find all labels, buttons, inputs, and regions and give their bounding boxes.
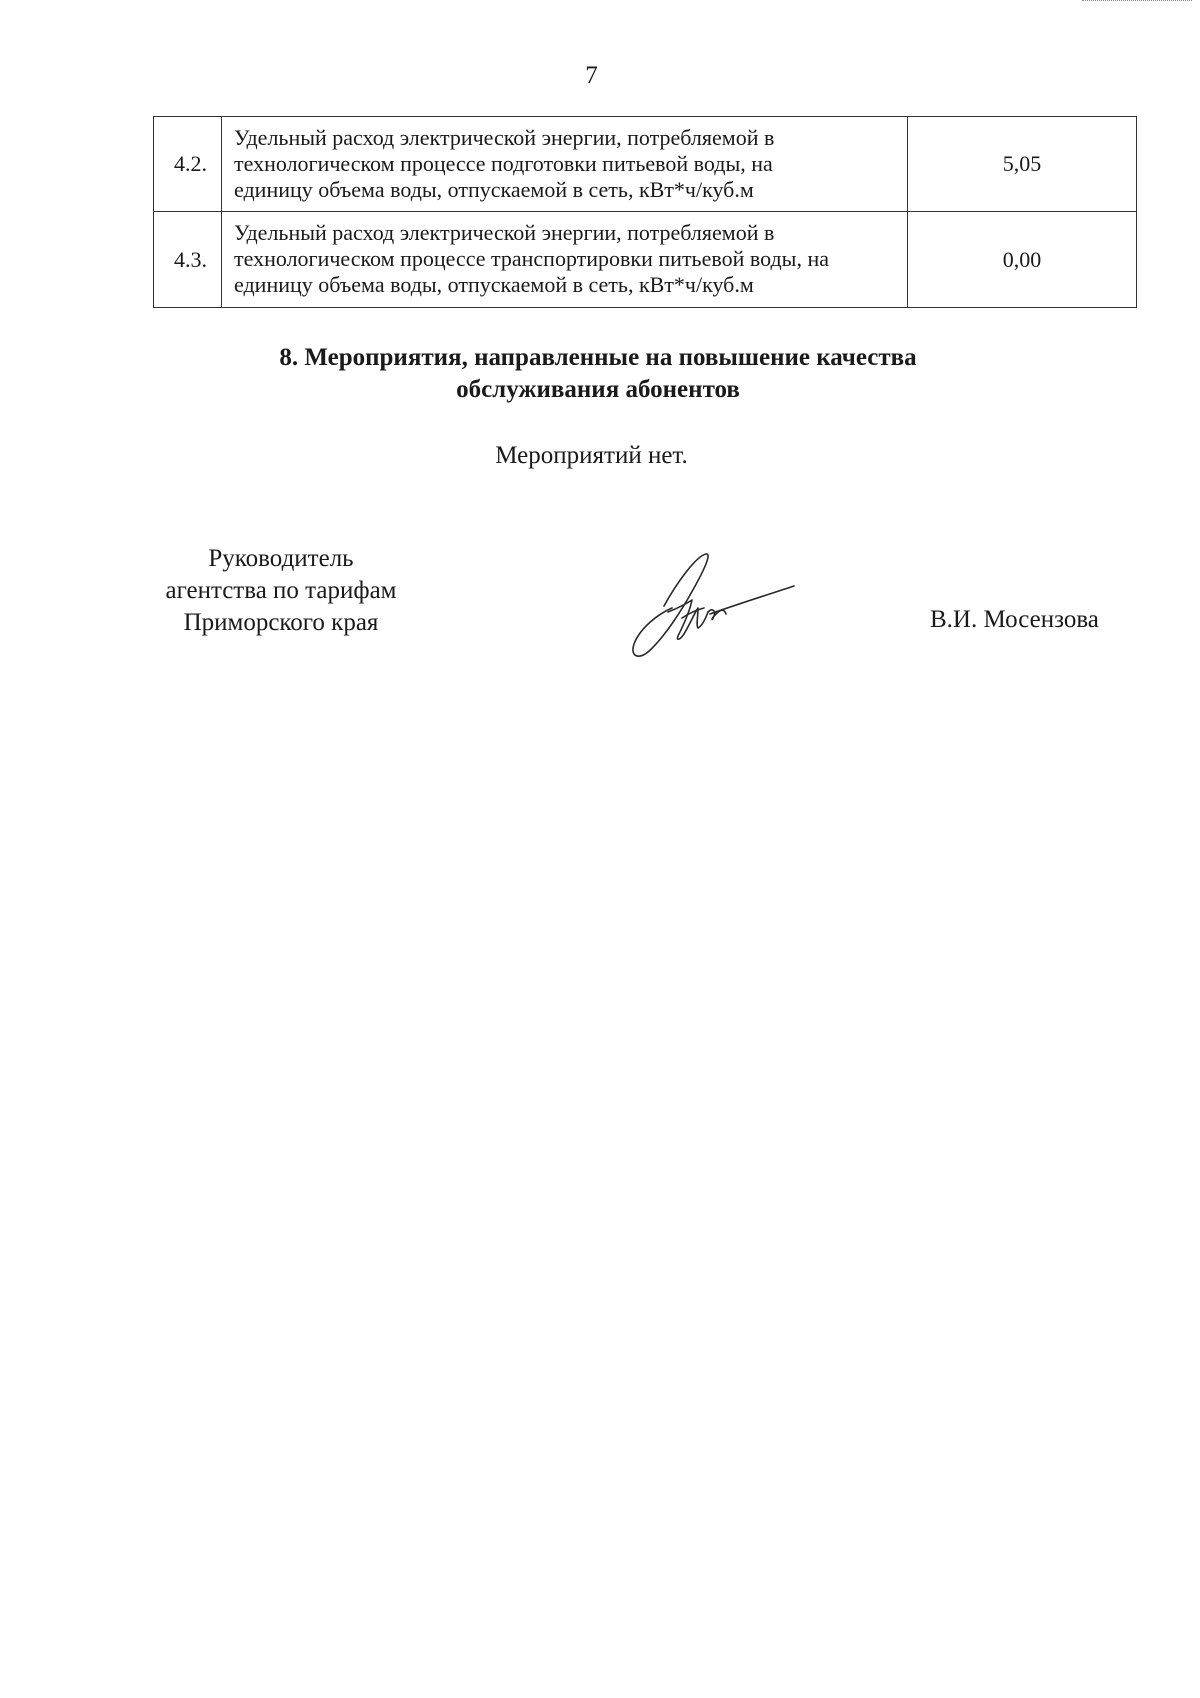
section-heading-line: 8. Мероприятия, направленные на повышение качества [279,344,917,371]
description-line: Удельный расход электрической энергии, потребляемой в [234,220,775,245]
section-heading-line: обслуживания абонентов [456,376,740,403]
description-line: технологическом процессе подготовки питьевой воды, на [234,150,773,176]
row-description [222,212,908,308]
signer-name: В.И. Мосензова [930,606,1099,633]
section-body: Мероприятий нет. [495,442,688,469]
signer-position-line: Приморского края [183,609,379,636]
row-value: 0,00 [908,212,1137,308]
section-heading [180,342,1016,406]
table-row [154,212,1137,308]
signer-position [145,543,417,639]
handwritten-signature [612,548,797,660]
description-line: единицу объема воды, отпускаемой в сеть, кВт*ч/куб.м [234,272,754,297]
row-description [222,117,908,212]
description-line: технологическом процессе транспортировки питьевой воды, на [234,246,829,271]
signer-position-line: Руководитель [208,545,354,572]
row-number: 4.3. [154,212,222,308]
scan-edge-mark [1082,0,1192,3]
indicators-table [153,116,1137,308]
page-number: 7 [585,62,598,89]
row-number: 4.2. [154,117,222,212]
row-value: 5,05 [908,117,1137,212]
signer-position-line: агентства по тарифам [165,577,397,604]
description-line: Удельный расход электрической энергии, потребляемой в [234,124,775,150]
table-row [154,117,1137,212]
description-line: единицу объема воды, отпускаемой в сеть, кВт*ч/куб.м [234,176,754,202]
